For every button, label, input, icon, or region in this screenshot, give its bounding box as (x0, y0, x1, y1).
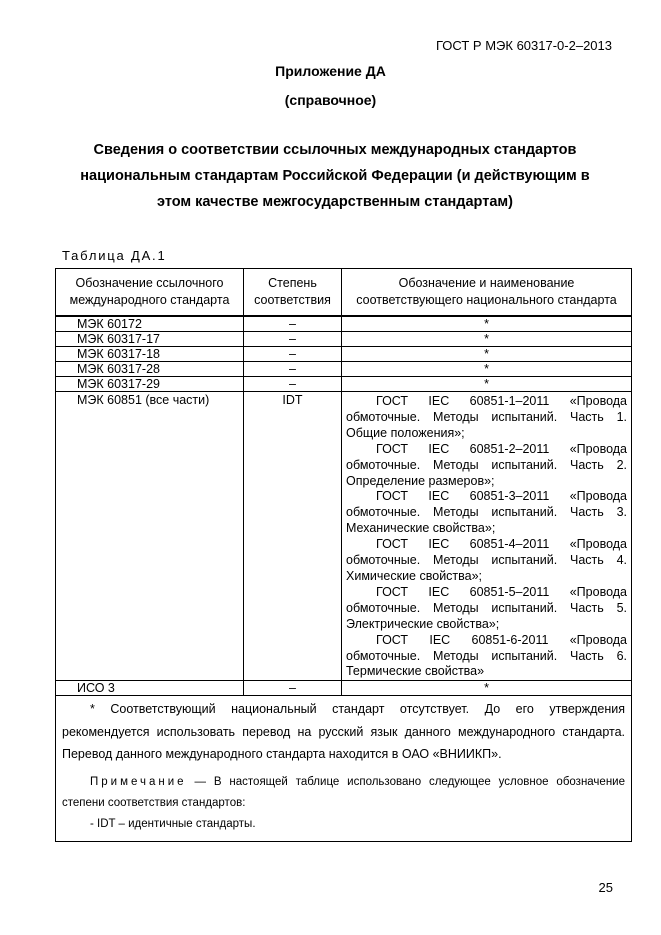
degree-cell: – (244, 347, 342, 362)
appendix-subtitle: (справочное) (284, 92, 377, 108)
note (62, 772, 625, 814)
national-cell: * (342, 362, 632, 377)
header-ref-standard: Обозначение ссылочного международного стандарта (56, 269, 244, 317)
table-row (56, 316, 632, 332)
national-cell: * (342, 681, 632, 696)
table-row-60851 (56, 392, 632, 681)
national-cell: * (342, 316, 632, 332)
table-row (56, 362, 632, 377)
degree-cell: – (244, 681, 342, 696)
degree-cell: IDT (244, 392, 342, 681)
header-degree: Степень соответствия (244, 269, 342, 317)
note-bullet: - IDT – идентичные стандарты. (90, 817, 256, 830)
gost-60851-6: ГОСТ IEC 60851-6-2011 «Провода обмоточные. Методы испытаний. Часть 6. Термические свойства» (346, 632, 627, 679)
degree-cell: – (244, 332, 342, 347)
footnote-text: * Соответствующий национальный стандарт отсутствует. До его утверждения рекомендуется использовать перевод на русский язык данного международного стандарта. Перевод данного международного стандарта находится в ОАО «ВНИИКП». (62, 702, 625, 762)
footnote-row (56, 696, 632, 842)
ref-cell: МЭК 60317-18 (56, 347, 244, 362)
ref-cell: МЭК 60317-29 (56, 377, 244, 392)
national-cell: * (342, 347, 632, 362)
gost-60851-1: ГОСТ IEC 60851-1–2011 «Провода обмоточные. Методы испытаний. Часть 1. Общие положения»; (346, 394, 627, 440)
note-text: — В настоящей таблице использовано следующее условное обозначение степени соответствия стандартов: (62, 775, 625, 809)
table-row (56, 332, 632, 347)
table-row (56, 377, 632, 392)
page-number: 25 (598, 880, 613, 895)
ref-cell: МЭК 60317-28 (56, 362, 244, 377)
gost-60851-5: ГОСТ IEC 60851-5–2011 «Провода обмоточные. Методы испытаний. Часть 5. Электрические свойства»; (346, 584, 627, 631)
gost-60851-2: ГОСТ IEC 60851-2–2011 «Провода обмоточные. Методы испытаний. Часть 2. Определение размеров»; (346, 441, 627, 488)
document-code: ГОСТ Р МЭК 60317-0-2–2013 (436, 38, 612, 53)
ref-cell: МЭК 60851 (все части) (56, 392, 244, 681)
ref-cell: МЭК 60317-17 (56, 332, 244, 347)
appendix-title: Приложение ДА (275, 63, 386, 79)
degree-cell: – (244, 377, 342, 392)
national-cell: * (342, 332, 632, 347)
table-row (56, 681, 632, 696)
degree-cell: – (244, 362, 342, 377)
ref-cell: МЭК 60172 (56, 316, 244, 332)
header-national-standard: Обозначение и наименование соответствующего национального стандарта (342, 269, 632, 317)
main-title: Сведения о соответствии ссылочных международных стандартов национальным стандартам Российской Федерации (и действующим в этом качестве межгосударственным стандартам) (80, 142, 590, 210)
gost-60851-3: ГОСТ IEC 60851-3–2011 «Провода обмоточные. Методы испытаний. Часть 3. Механические свойства»; (346, 489, 627, 536)
degree-cell: – (244, 316, 342, 332)
ref-cell: ИСО 3 (56, 681, 244, 696)
note-label: Примечание (90, 775, 187, 788)
national-standards-list (342, 392, 632, 681)
table-header-row (56, 269, 632, 317)
table-label: Таблица ДА.1 (62, 248, 167, 263)
table-row (56, 347, 632, 362)
correspondence-table (55, 268, 632, 842)
footnote-cell (56, 696, 632, 842)
gost-60851-4: ГОСТ IEC 60851-4–2011 «Провода обмоточные. Методы испытаний. Часть 4. Химические свойства»; (346, 537, 627, 583)
national-cell: * (342, 377, 632, 392)
